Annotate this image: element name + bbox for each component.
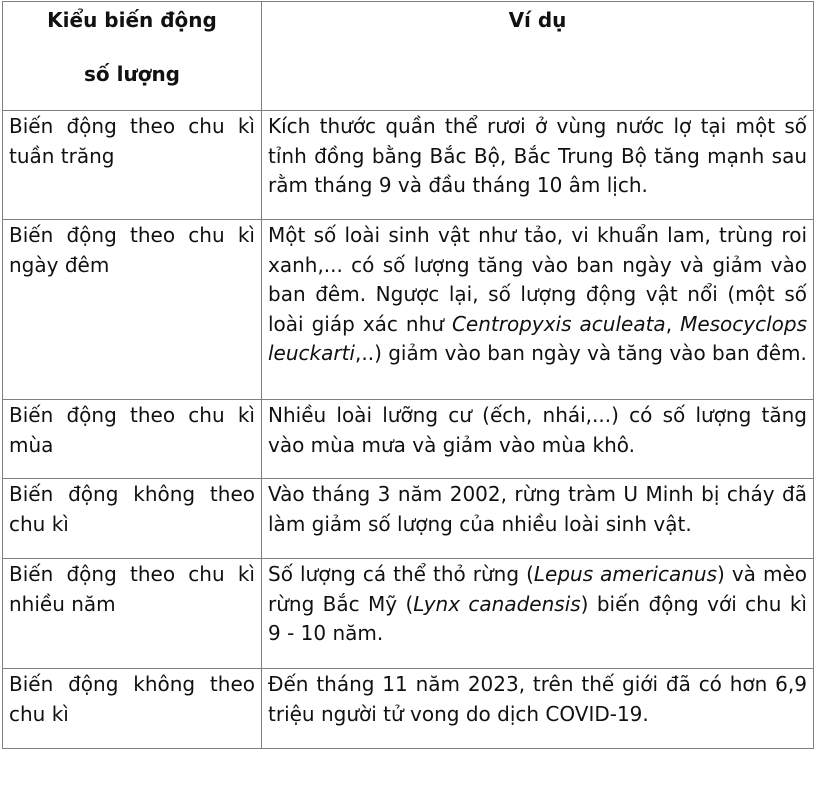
table-row bbox=[3, 479, 814, 559]
table-header-row bbox=[3, 2, 814, 111]
fluctuation-type-cell: Biến động theo chu kì tuần trăng bbox=[3, 111, 262, 220]
species-name: Lepus americanus bbox=[533, 562, 717, 586]
fluctuation-type-cell: Biến động theo chu kì mùa bbox=[3, 400, 262, 479]
fluctuation-type-cell: Biến động không theo chu kì bbox=[3, 669, 262, 749]
header-example: Ví dụ bbox=[262, 2, 814, 111]
example-cell: Nhiều loài lưỡng cư (ếch, nhái,...) có số lượng tăng vào mùa mưa và giảm vào mùa khô. bbox=[262, 400, 814, 479]
table-row bbox=[3, 400, 814, 479]
example-cell: Vào tháng 3 năm 2002, rừng tràm U Minh bị cháy đã làm giảm số lượng của nhiều loài sinh vật. bbox=[262, 479, 814, 559]
species-name: Lynx canadensis bbox=[413, 591, 581, 616]
table-row bbox=[3, 220, 814, 400]
fluctuation-type-cell: Biến động theo chu kì ngày đêm bbox=[3, 220, 262, 400]
table-row bbox=[3, 669, 814, 749]
species-name: Mesocyclops leuckarti bbox=[268, 311, 808, 365]
fluctuation-type-cell: Biến động theo chu kì nhiều năm bbox=[3, 559, 262, 669]
example-cell: Kích thước quần thể rươi ở vùng nước lợ tại một số tỉnh đồng bằng Bắc Bộ, Bắc Trung Bộ tăng mạnh sau rằm tháng 9 và đầu tháng 10 âm lịch. bbox=[262, 111, 814, 220]
fluctuation-type-cell: Biến động không theo chu kì bbox=[3, 479, 262, 559]
example-cell: Số lượng cá thể thỏ rừng (Lepus americanus) và mèo rừng Bắc Mỹ (Lynx canadensis) biến động với chu kì 9 - 10 năm. bbox=[262, 559, 814, 669]
example-cell: Đến tháng 11 năm 2023, trên thế giới đã có hơn 6,9 triệu người tử vong do dịch COVID-19. bbox=[262, 669, 814, 749]
header-fluctuation-type: Kiểu biến động số lượng bbox=[3, 2, 262, 111]
table-row bbox=[3, 111, 814, 220]
example-cell: Một số loài sinh vật như tảo, vi khuẩn lam, trùng roi xanh,... có số lượng tăng vào ban ngày và giảm vào ban đêm. Ngược lại, số lượng động vật nổi (một số loài giáp xác như Centropyxis aculeata, Mesocyclops leuckarti,..) giảm vào ban ngày và tăng vào ban đêm. bbox=[262, 220, 814, 400]
population-fluctuation-table bbox=[2, 1, 814, 749]
species-name: Centropyxis aculeata bbox=[451, 311, 666, 336]
table-row bbox=[3, 559, 814, 669]
